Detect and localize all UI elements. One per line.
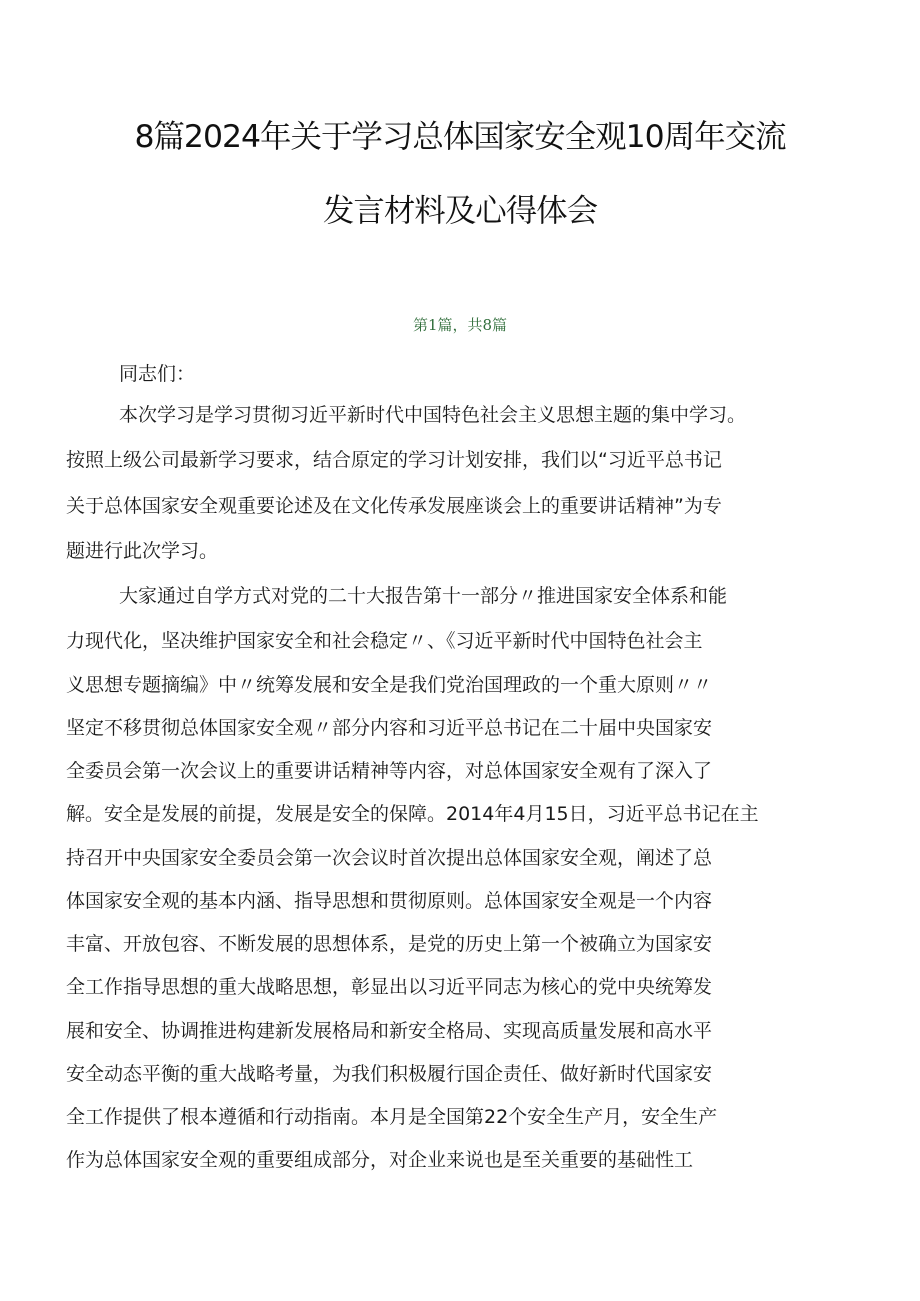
body-line: 丰富、开放包容、不断发展的思想体系，是党的历史上第一个被确立为国家安: [66, 933, 713, 955]
body-line: 作为总体国家安全观的重要组成部分，对企业来说也是至关重要的基础性工: [66, 1149, 694, 1171]
document-title-line-2: 发言材料及心得体会: [322, 193, 598, 229]
body-line: 大家通过自学方式对党的二十大报告第十一部分〃推进国家安全体系和能: [119, 585, 728, 607]
document-title-line-1: 8篇2024年关于学习总体国家安全观10周年交流: [134, 119, 786, 155]
body-line: 全工作指导思想的重大战略思想，彰显出以习近平同志为核心的党中央统筹发: [66, 976, 713, 998]
body-line: 安全动态平衡的重大战略考量，为我们积极履行国企责任、做好新时代国家安: [66, 1063, 713, 1085]
body-line: 本次学习是学习贯彻习近平新时代中国特色社会主义思想主题的集中学习。: [119, 404, 747, 426]
body-line: 按照上级公司最新学习要求，结合原定的学习计划安排，我们以“习近平总书记: [66, 449, 722, 471]
body-line: 全工作提供了根本遵循和行动指南。本月是全国第22个安全生产月，安全生产: [66, 1106, 718, 1128]
body-line: 关于总体国家安全观重要论述及在文化传承发展座谈会上的重要讲话精神”为专: [66, 495, 722, 517]
greeting: 同志们：: [119, 363, 196, 385]
body-line: 力现代化，坚决维护国家安全和社会稳定〃、《习近平新时代中国特色社会主: [66, 630, 703, 652]
body-line: 题进行此次学习。: [66, 540, 219, 562]
part-label: 第1篇，共8篇: [412, 316, 508, 334]
body-line: 全委员会第一次会议上的重要讲话精神等内容，对总体国家安全观有了深入了: [66, 760, 713, 782]
body-line: 持召开中央国家安全委员会第一次会议时首次提出总体国家安全观，阐述了总: [66, 847, 713, 869]
body-line: 展和安全、协调推进构建新发展格局和新安全格局、实现高质量发展和高水平: [66, 1020, 713, 1042]
body-line: 义思想专题摘编》中〃统筹发展和安全是我们党治国理政的一个重大原则〃〃: [66, 674, 713, 696]
body-line: 体国家安全观的基本内涵、指导思想和贯彻原则。总体国家安全观是一个内容: [66, 890, 713, 912]
body-line: 解。安全是发展的前提，发展是安全的保障。2014年4月15日，习近平总书记在主: [66, 803, 759, 825]
body-line: 坚定不移贯彻总体国家安全观〃部分内容和习近平总书记在二十届中央国家安: [66, 717, 713, 739]
